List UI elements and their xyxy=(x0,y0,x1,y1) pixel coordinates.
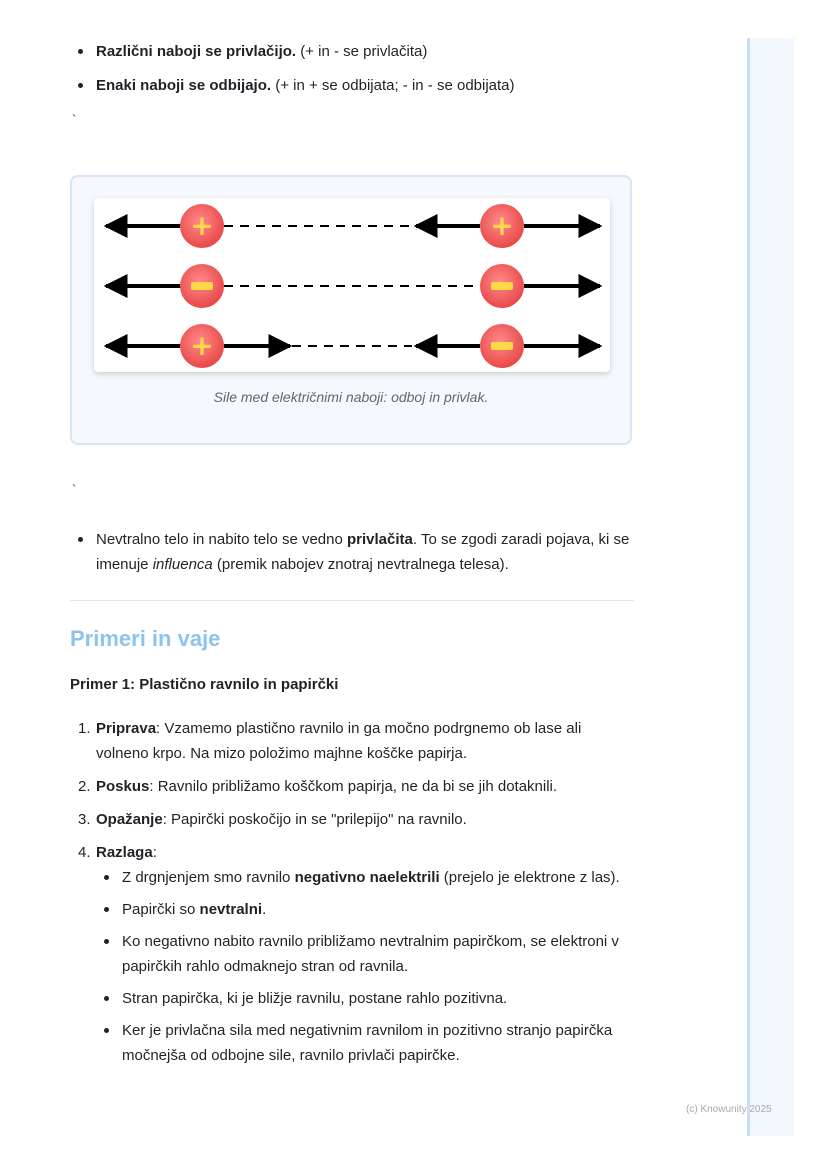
charge-sign: + xyxy=(190,209,214,242)
charge-diagram xyxy=(94,198,610,372)
explanation-list xyxy=(96,865,636,1068)
row-attract xyxy=(106,324,600,368)
minus-sign xyxy=(491,342,513,350)
list-item: Z drgnjenjem smo ravnilo negativno naelektrili (prejelo je elektrone z las). xyxy=(96,865,636,890)
row-repel-positive xyxy=(106,204,600,248)
example-title: Primer 1: Plastično ravnilo in papirčki xyxy=(70,676,339,693)
step-item: Poskus: Ravnilo približamo koščkom papirja, ne da bi se jih dotaknili. xyxy=(96,778,558,795)
tick-mark: ` xyxy=(72,112,77,127)
figure-image xyxy=(94,198,610,372)
charge-sign: + xyxy=(490,209,514,242)
charge-forces-figure xyxy=(70,175,632,445)
charge-sign: + xyxy=(190,329,214,362)
list-item: Ko negativno nabito ravnilo približamo nevtralnim papirčkom, se elektroni v papirčkih rahlo odmaknejo stran od ravnila. xyxy=(96,929,636,979)
list-item: Nevtralno telo in nabito telo se vedno privlačita. To se zgodi zaradi pojava, ki se imenuje influenca (premik nabojev znotraj nevtralnega telesa). xyxy=(70,527,636,577)
divider xyxy=(70,600,634,601)
neutral-bullet-list xyxy=(70,527,636,577)
tick-mark: ` xyxy=(72,482,77,497)
list-item: Različni naboji se privlačijo. (+ in - se privlačita) xyxy=(70,39,636,64)
footer-copyright: (c) Knowunity 2025 xyxy=(686,1104,772,1115)
side-panel xyxy=(747,38,794,1136)
step-item: Razlaga: Z drgnjenjem smo ravnilo negativno naelektrili (prejelo je elektrone z las). Papirčki so nevtralni. Ko negativno nabito ravnilo približamo nevtralnim papirčkom, se elektroni v papirčkih rahlo odmaknejo stran od ravnila. Stran papirčka, ki je bližje ravnilu, postane rahlo pozitivna. Ker je privlačna sila med negativnim ravnilom in pozitivno stranjo papirčka močnejša od odbojne sile, ravnilo privlači papirčke. xyxy=(70,840,636,1068)
step-item: Opažanje: Papirčki poskočijo in se "prilepijo" na ravnilo. xyxy=(96,811,467,828)
list-item: Stran papirčka, ki je bližje ravnilu, postane rahlo pozitivna. xyxy=(96,986,636,1011)
list-item: Ker je privlačna sila med negativnim ravnilom in pozitivno stranjo papirčka močnejša od odbojne sile, ravnilo privlači papirčke. xyxy=(96,1018,636,1068)
list-item: Enaki naboji se odbijajo. (+ in + se odbijata; - in - se odbijata) xyxy=(70,73,636,98)
top-bullet-list xyxy=(70,39,636,98)
minus-sign xyxy=(491,282,513,290)
section-title: Primeri in vaje xyxy=(70,626,221,651)
figure-caption: Sile med električnimi naboji: odboj in privlak. xyxy=(213,389,489,405)
steps-list xyxy=(70,716,636,1075)
list-item: Papirčki so nevtralni. xyxy=(96,897,636,922)
row-repel-negative xyxy=(106,264,600,308)
step-item: Priprava: Vzamemo plastično ravnilo in ga močno podrgnemo ob lase ali volneno krpo. Na mizo položimo majhne koščke papirja. xyxy=(96,720,582,762)
minus-sign xyxy=(191,282,213,290)
